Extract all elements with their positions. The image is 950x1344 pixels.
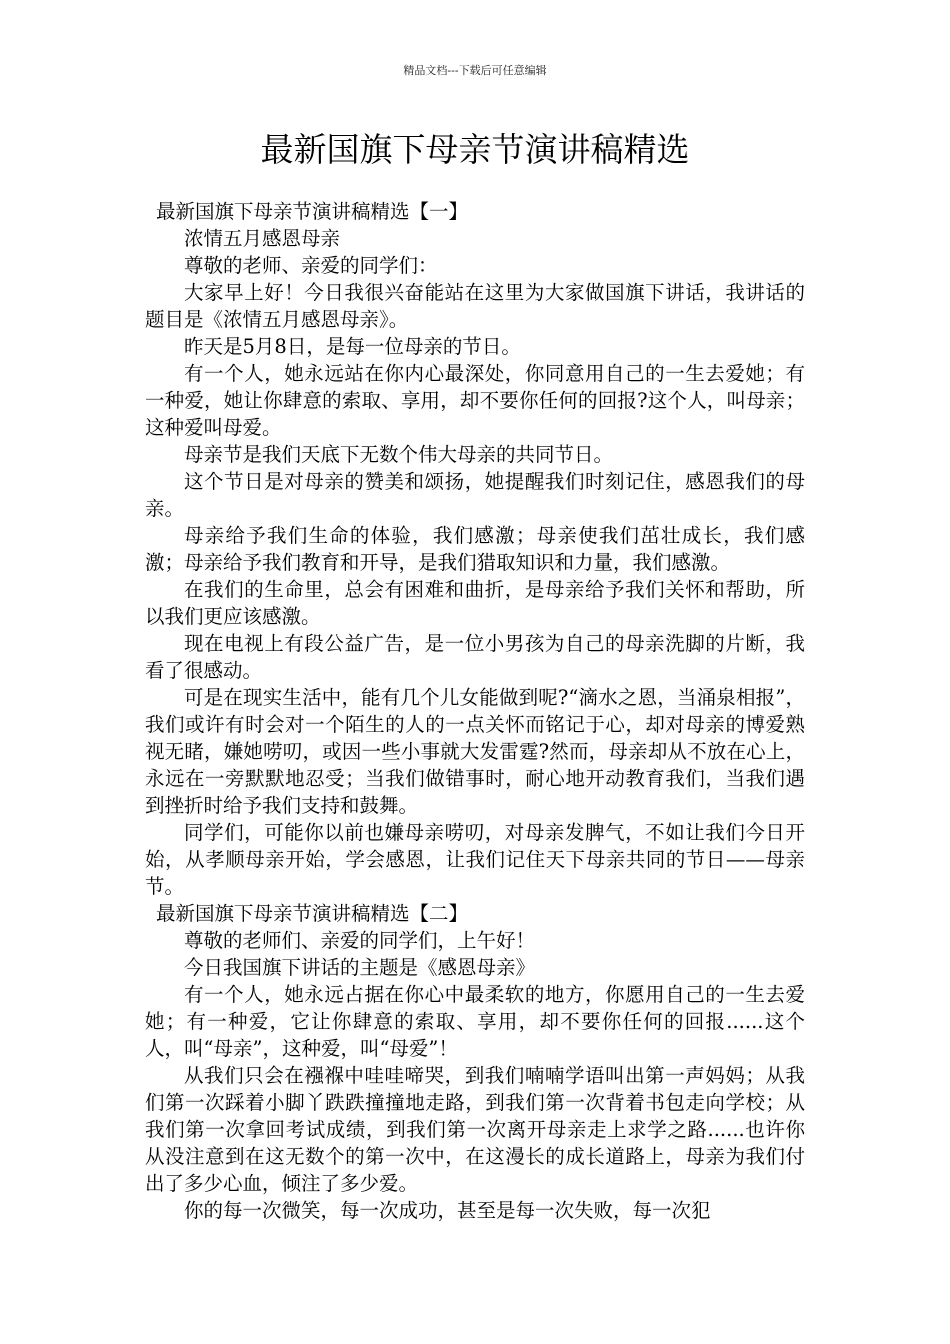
paragraph: 可是在现实生活中，能有几个儿女能做到呢?“滴水之恩，当涌泉相报”，我们或许有时会对一个陌生的人的一点关怀而铭记于心，却对母亲的博爱熟视无睹，嫌她唠叨，或因一些小事就大发雷霆?然而，母亲却从不放在心上，永远在一旁默默地忍受；当我们做错事时，耐心地开动教育我们，当我们遇到挫折时给予我们支持和鼓舞。 — [145, 686, 805, 817]
paragraph: 母亲给予我们生命的体验，我们感激；母亲使我们茁壮成长，我们感激；母亲给予我们教育和开导，是我们猎取知识和力量，我们感激。 — [145, 524, 805, 574]
header-note: 精品文档---下载后可任意编辑 — [403, 64, 547, 77]
paragraph: 昨天是5月8日，是每一位母亲的节日。 — [184, 335, 521, 358]
section-heading-1: 最新国旗下母亲节演讲稿精选【一】 — [156, 200, 469, 223]
paragraph: 尊敬的老师、亲爱的同学们： — [184, 254, 438, 277]
paragraph: 尊敬的老师们、亲爱的同学们，上午好！ — [184, 929, 536, 952]
paragraph: 有一个人，她永远站在你内心最深处，你同意用自己的一生去爱她；有一种爱，她让你肆意的索取、享用，却不要你任何的回报?这个人，叫母亲；这种爱叫母爱。 — [145, 362, 805, 439]
paragraph: 从我们只会在襁褓中哇哇啼哭，到我们喃喃学语叫出第一声妈妈；从我们第一次踩着小脚丫跌跌撞撞地走路，到我们第一次背着书包走向学校；从我们第一次拿回考试成绩，到我们第一次离开母亲走上求学之路......也许你从没注意到在这无数个的第一次中，在这漫长的成长道路上，母亲为我们付出了多少心血，倾注了多少爱。 — [145, 1064, 805, 1195]
document-title: 最新国旗下母亲节演讲稿精选 — [260, 130, 690, 169]
paragraph: 你的每一次微笑，每一次成功，甚至是每一次失败，每一次犯 — [184, 1199, 711, 1222]
paragraph: 现在电视上有段公益广告，是一位小男孩为自己的母亲洗脚的片断，我看了很感动。 — [145, 632, 805, 682]
paragraph: 这个节日是对母亲的赞美和颂扬，她提醒我们时刻记住，感恩我们的母亲。 — [145, 470, 805, 520]
document-body — [145, 198, 805, 1224]
paragraph: 在我们的生命里，总会有困难和曲折，是母亲给予我们关怀和帮助，所以我们更应该感激。 — [145, 578, 805, 628]
section-heading-2: 最新国旗下母亲节演讲稿精选【二】 — [156, 902, 469, 925]
paragraph: 大家早上好！今日我很兴奋能站在这里为大家做国旗下讲话，我讲话的题目是《浓情五月感恩母亲》。 — [145, 281, 805, 331]
paragraph: 浓情五月感恩母亲 — [184, 227, 341, 250]
paragraph: 同学们，可能你以前也嫌母亲唠叨，对母亲发脾气，不如让我们今日开始，从孝顺母亲开始，学会感恩，让我们记住天下母亲共同的节日——母亲节。 — [145, 821, 805, 898]
paragraph: 今日我国旗下讲话的主题是《感恩母亲》 — [184, 956, 536, 979]
paragraph: 母亲节是我们天底下无数个伟大母亲的共同节日。 — [184, 443, 614, 466]
paragraph: 有一个人，她永远占据在你心中最柔软的地方，你愿用自己的一生去爱她；有一种爱，它让你肆意的索取、享用，却不要你任何的回报......这个人，叫“母亲”，这种爱，叫“母爱”！ — [145, 983, 805, 1060]
